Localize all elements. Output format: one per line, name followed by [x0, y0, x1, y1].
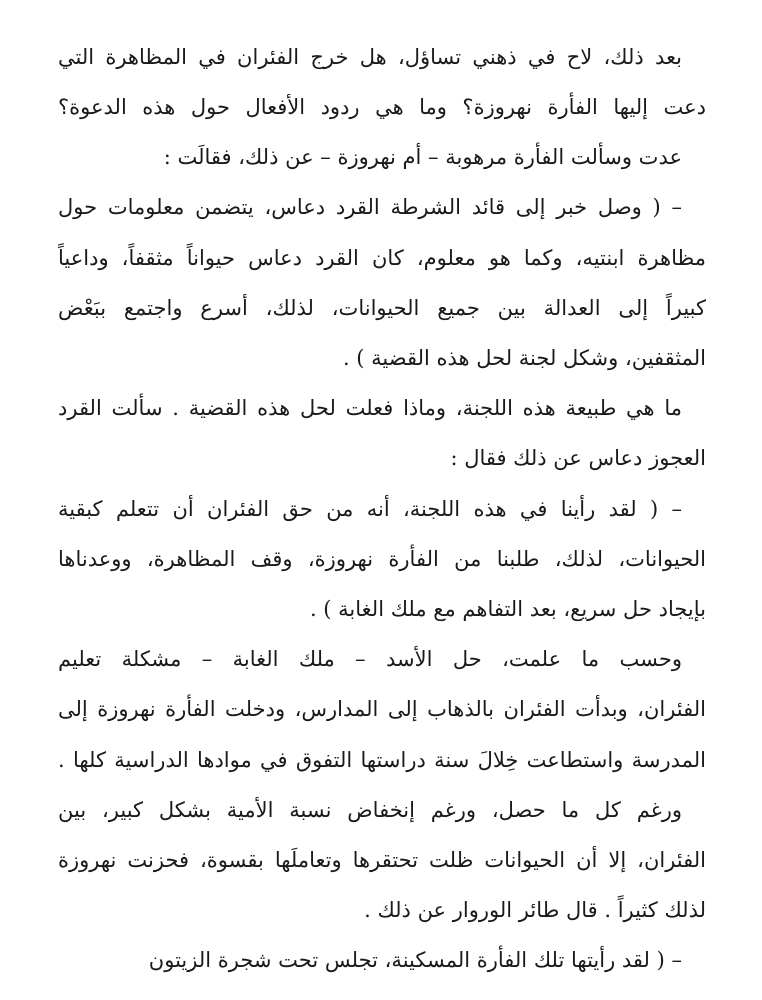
text-line: بإيجاد حل سريع، بعد التفاهم مع ملك الغابة ) .: [309, 597, 706, 621]
text-line: المثقفين، وشكل لجنة لحل هذه القضية ) .: [342, 346, 706, 370]
text-line: كبيراً إلى العدالة بين جميع الحيوانات، لذلك، أسرع واجتمع ببَعْض: [58, 296, 706, 320]
text-line: مظاهرة ابنتيه، وكما هو معلوم، كان القرد دعاس حيواناً مثقفاً، وداعياً: [58, 246, 706, 270]
text-line: دعت إليها الفأرة نهروزة؟ وما هي ردود الأفعال حول هذه الدعوة؟: [58, 95, 706, 119]
text-line: – ( لقد رأيتها تلك الفأرة المسكينة، تجلس تحت شجرة الزيتون: [148, 948, 682, 972]
text-line: – ( لقد رأينا في هذه اللجنة، أنه من حق الفئران أن تتعلم كبقية: [58, 497, 682, 521]
text-line: بعد ذلك، لاح في ذهني تساؤل، هل خرج الفئران في المظاهرة التي: [58, 45, 682, 69]
text-line: ورغم كل ما حصل، ورغم إنخفاض نسبة الأمية بشكل كبير، بين: [58, 798, 682, 822]
text-line: الحيوانات، لذلك، طلبنا من الفأرة نهروزة، وقف المظاهرة، ووعدناها: [58, 547, 706, 571]
text-line: المدرسة واستطاعت خِلالَ سنة دراستها التفوق في موادها الدراسية كلها .: [58, 748, 706, 772]
text-line: عدت وسألت الفأرة مرهوبة – أم نهروزة – عن ذلك، فقالَت :: [163, 145, 682, 169]
text-line: الفئران، وبدأت الفئران بالذهاب إلى المدارس، ودخلت الفأرة نهروزة إلى: [58, 697, 706, 721]
text-line: – ( وصل خبر إلى قائد الشرطة القرد دعاس، يتضمن معلومات حول: [58, 195, 682, 219]
text-line: العجوز دعاس عن ذلك فقال :: [450, 446, 706, 470]
text-line: وحسب ما علمت، حل الأسد – ملك الغابة – مشكلة تعليم: [58, 647, 682, 671]
text-line: الفئران، إلا أن الحيوانات ظلت تحتقرها وتعاملَها بقسوة، فحزنت نهروزة: [58, 848, 706, 872]
text-line: لذلك كثيراً . قال طائر الوروار عن ذلك .: [364, 898, 706, 922]
text-line: ما هي طبيعة هذه اللجنة، وماذا فعلت لحل هذه القضية . سألت القرد: [58, 396, 682, 420]
